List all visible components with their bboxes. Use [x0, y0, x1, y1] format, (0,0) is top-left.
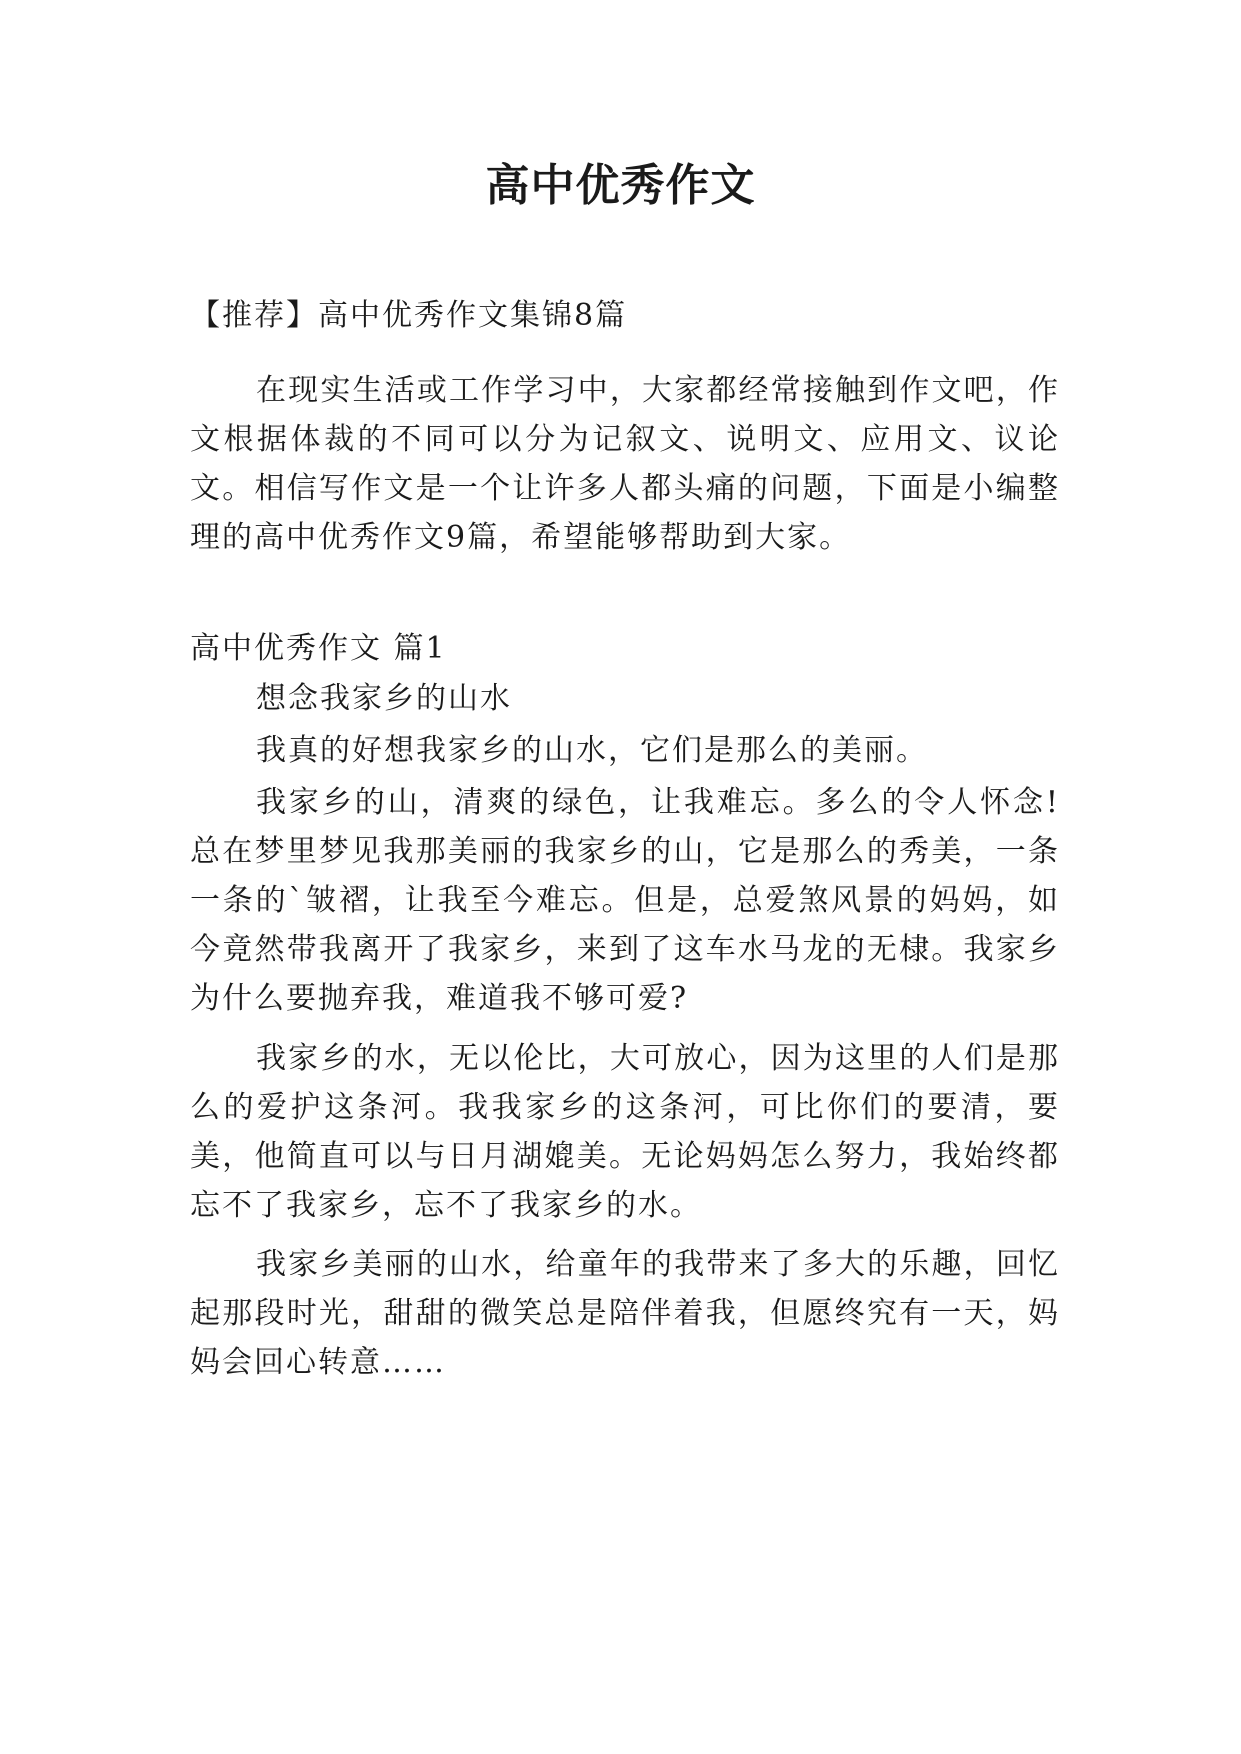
document-title: 高中优秀作文 [485, 160, 756, 211]
essay-paragraph-1: 我真的好想我家乡的山水，它们是那么的美丽。 [256, 733, 928, 768]
essay-paragraph-3: 我家乡的水，无以伦比，大可放心，因为这里的人们是那么的爱护这条河。我我家乡的这条河，可比你们的要清，要美，他简直可以与日月湖媲美。无论妈妈怎么努力，我始终都忘不了我家乡，忘不了我家乡的水。 [190, 1041, 1060, 1223]
essay-paragraph-4: 我家乡美丽的山水，给童年的我带来了多大的乐趣，回忆起那段时光，甜甜的微笑总是陪伴着我，但愿终究有一天，妈妈会回心转意…… [190, 1247, 1060, 1380]
essay-paragraph-2: 我家乡的山，清爽的绿色，让我难忘。多么的令人怀念!总在梦里梦见我那美丽的我家乡的山，它是那么的秀美，一条一条的`皱褶，让我至今难忘。但是，总爱煞风景的妈妈，如今竟然带我离开了我家乡，来到了这车水马龙的无棣。我家乡为什么要抛弃我，难道我不够可爱? [190, 785, 1060, 1016]
intro-paragraph: 在现实生活或工作学习中，大家都经常接触到作文吧，作文根据体裁的不同可以分为记叙文、说明文、应用文、议论文。相信写作文是一个让许多人都头痛的问题，下面是小编整理的高中优秀作文9篇，希望能够帮助到大家。 [190, 373, 1060, 555]
section-heading: 高中优秀作文 篇1 [190, 631, 447, 666]
essay-title: 想念我家乡的山水 [256, 681, 512, 716]
document-subtitle: 【推荐】高中优秀作文集锦8篇 [190, 298, 628, 333]
